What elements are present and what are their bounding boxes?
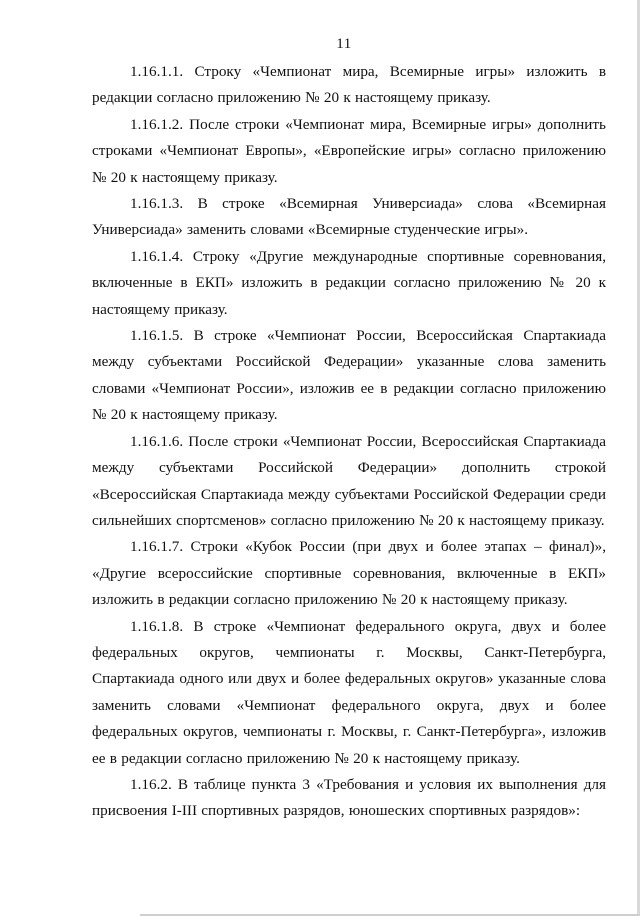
paragraph-1-16-1-1: 1.16.1.1. Строку «Чемпионат мира, Всемирные игры» изложить в редакции согласно приложению № 20 к настоящему приказу. <box>92 63 606 107</box>
document-body <box>92 59 606 825</box>
page-number: 11 <box>336 36 352 52</box>
paragraph-1-16-2: 1.16.2. В таблице пункта 3 «Требования и условия их выполнения для присвоения I-III спортивных разрядов, юношеских спортивных разрядов»: <box>92 775 606 820</box>
paragraph-1-16-1-3: 1.16.1.3. В строке «Всемирная Универсиада» слова «Всемирная Универсиада» заменить словами «Всемирные студенческие игры». <box>92 195 606 239</box>
paragraph-1-16-1-8: 1.16.1.8. В строке «Чемпионат федерального округа, двух и более федеральных округов, чемпионаты г. Москвы, Санкт-Петербурга, Спартакиада одного или двух и более федеральных округов» указанные слова заменить словами «Чемпионат федерального округа, двух и более федеральных округов, чемпионаты г. Москвы, г. Санкт-Петербурга», изложив ее в редакции согласно приложению № 20 к настоящему приказу. <box>92 617 606 767</box>
paragraph-1-16-1-2: 1.16.1.2. После строки «Чемпионат мира, Всемирные игры» дополнить строками «Чемпионат Европы», «Европейские игры» согласно приложению № 20 к настоящему приказу. <box>92 115 606 186</box>
paragraph-1-16-1-4: 1.16.1.4. Строку «Другие международные спортивные соревнования, включенные в ЕКП» изложить в редакции согласно приложению № 20 к настоящему приказу. <box>92 247 606 318</box>
paragraph-1-16-1-7: 1.16.1.7. Строки «Кубок России (при двух и более этапах – финал)», «Другие всероссийские спортивные соревнования, включенные в ЕКП» изложить в редакции согласно приложению № 20 к настоящему приказу. <box>92 538 606 609</box>
paragraph-1-16-1-5: 1.16.1.5. В строке «Чемпионат России, Всероссийская Спартакиада между субъектами Российской Федерации» указанные слова заменить словами «Чемпионат России», изложив ее в редакции согласно приложению № 20 к настоящему приказу. <box>92 327 606 424</box>
paragraph-1-16-1-6: 1.16.1.6. После строки «Чемпионат России, Всероссийская Спартакиада между субъектами Российской Федерации» дополнить строкой «Всероссийская Спартакиада между субъектами Российской Федерации среди сильнейших спортсменов» согласно приложению № 20 к настоящему приказу. <box>92 432 606 529</box>
